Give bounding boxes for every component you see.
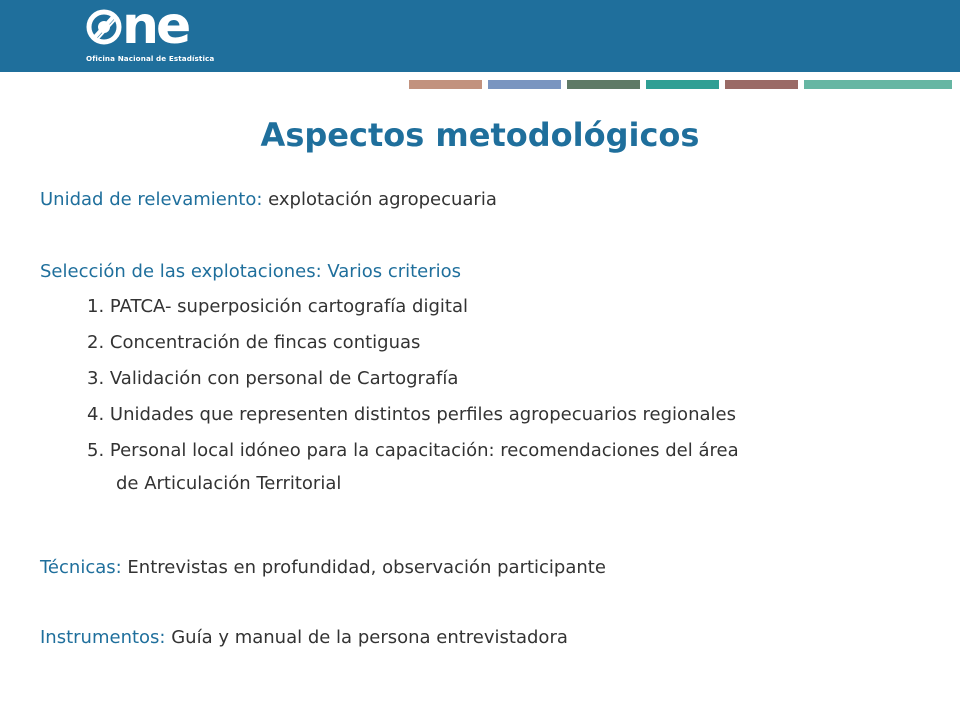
accent-stripe: [725, 80, 798, 89]
tecnicas-line: [40, 556, 606, 580]
accent-stripe: [488, 80, 561, 89]
accent-stripe: [646, 80, 719, 89]
criterio-item: 5. Personal local idóneo para la capacitación: recomendaciones del área: [87, 440, 739, 461]
criterio-item-continuation: de Articulación Territorial: [116, 473, 342, 494]
accent-stripes: [409, 80, 952, 89]
unidad-label: Unidad de relevamiento:: [40, 189, 263, 210]
instrumentos-label: Instrumentos:: [40, 627, 166, 648]
accent-stripe: [567, 80, 640, 89]
header-band: [0, 0, 960, 72]
unidad-line: [40, 188, 497, 212]
one-logo: [86, 0, 216, 66]
tecnicas-text: Entrevistas en profundidad, observación participante: [121, 557, 606, 578]
accent-stripe: [409, 80, 482, 89]
criterio-item: 3. Validación con personal de Cartografía: [87, 368, 459, 389]
seleccion-label: Selección de las explotaciones: Varios criterios: [40, 261, 462, 282]
logo-subtitle: Oficina Nacional de Estadística: [86, 54, 215, 63]
criterio-item: 1. PATCA- superposición cartografía digital: [87, 296, 468, 317]
logo-word: ne: [122, 0, 189, 56]
criterio-item: 2. Concentración de fincas contiguas: [87, 332, 421, 353]
unidad-text: explotación agropecuaria: [262, 189, 497, 210]
instrumentos-line: [40, 626, 568, 650]
instrumentos-text: Guía y manual de la persona entrevistadora: [165, 627, 568, 648]
accent-stripe: [804, 80, 952, 89]
slide-title: Aspectos metodológicos: [260, 116, 700, 154]
search-globe-icon: [86, 8, 126, 52]
criterio-item: 4. Unidades que representen distintos perfiles agropecuarios regionales: [87, 404, 736, 425]
tecnicas-label: Técnicas:: [40, 557, 122, 578]
seleccion-line: [40, 260, 461, 284]
